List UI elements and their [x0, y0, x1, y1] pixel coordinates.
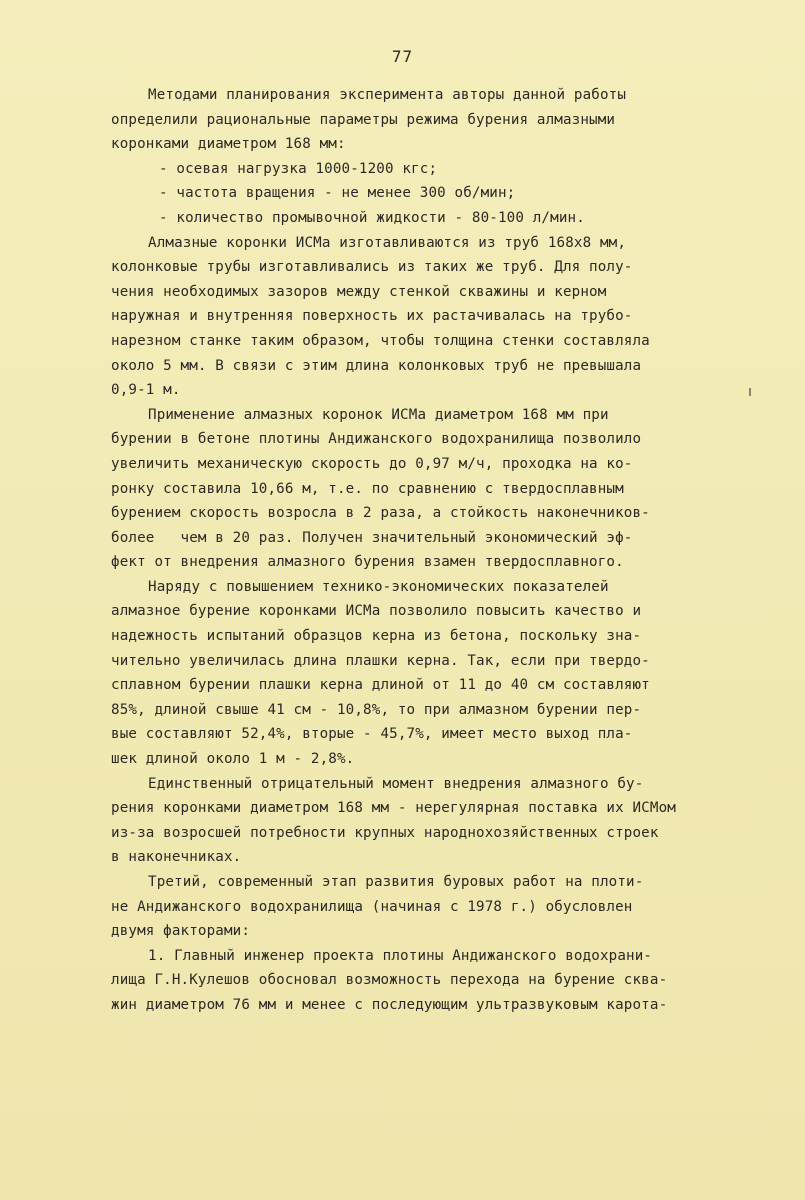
- text-line: шек длиной около 1 м - 2,8%.: [111, 751, 355, 768]
- text-line: колонковые трубы изготавливались из таких же труб. Для полу-: [111, 259, 633, 276]
- text-line: - частота вращения - не менее 300 об/мин;: [159, 185, 516, 202]
- text-line: в наконечниках.: [111, 849, 242, 866]
- text-line: 0,9-1 м.: [111, 382, 181, 399]
- text-line: наружная и внутренняя поверхность их растачивалась на трубо-: [111, 308, 633, 325]
- body-text: [111, 83, 761, 1018]
- text-line: бурением скорость возросла в 2 раза, а стойкость наконечников-: [111, 505, 650, 522]
- text-line: из-за возросшей потребности крупных народнохозяйственных строек: [111, 824, 659, 841]
- text-line: жин диаметром 76 мм и менее с последующим ультразвуковым карота-: [111, 996, 668, 1013]
- text-line: около 5 мм. В связи с этим длина колонковых труб не превышала: [111, 357, 642, 374]
- text-line: бурении в бетоне плотины Андижанского водохранилища позволило: [111, 431, 642, 448]
- text-line: коронками диаметром 168 мм:: [111, 136, 346, 153]
- page-number: 77: [391, 47, 414, 66]
- text-line: определили рациональные параметры режима бурения алмазными: [111, 111, 616, 128]
- text-line: Третий, современный этап развития буровых работ на плоти-: [148, 874, 644, 890]
- text-line: - количество промывочной жидкости - 80-100 л/мин.: [159, 209, 585, 226]
- text-line: более чем в 20 раз. Получен значительный экономический эф-: [111, 529, 633, 546]
- text-line: Единственный отрицательный момент внедрения алмазного бу-: [148, 775, 644, 792]
- text-line: не Андижанского водохранилища (начиная с 1978 г.) обусловлен: [111, 898, 633, 915]
- text-line: Применение алмазных коронок ИСМа диаметром 168 мм при: [148, 406, 609, 423]
- text-line: ронку составила 10,66 м, т.е. по сравнению с твердосплавным: [111, 480, 624, 497]
- text-line: чительно увеличилась длина плашки керна. Так, если при твердо-: [111, 652, 650, 669]
- text-line: алмазное бурение коронками ИСМа позволило повысить качество и: [111, 603, 642, 620]
- text-line: лища Г.Н.Кулешов обосновал возможность перехода на бурение сква-: [111, 972, 668, 989]
- text-line: 85%, длиной свыше 41 см - 10,8%, то при алмазном бурении пер-: [111, 701, 642, 718]
- text-line: вые составляют 52,4%, вторые - 45,7%, имеет место выход пла-: [111, 726, 633, 743]
- text-line: сплавном бурении плашки керна длиной от 11 до 40 см составляют: [111, 677, 650, 694]
- text-line: надежность испытаний образцов керна из бетона, поскольку зна-: [111, 628, 642, 645]
- text-line: чения необходимых зазоров между стенкой скважины и керном: [111, 283, 607, 300]
- margin-mark: [749, 388, 751, 396]
- text-line: Алмазные коронки ИСМа изготавливаются из труб 168х8 мм,: [148, 234, 627, 251]
- text-line: 1. Главный инженер проекта плотины Андижанского водохрани-: [148, 947, 653, 964]
- text-line: увеличить механическую скорость до 0,97 м/ч, проходка на ко-: [111, 455, 633, 472]
- text-line: нарезном станке таким образом, чтобы толщина стенки составляла: [111, 332, 650, 349]
- text-line: Методами планирования эксперимента авторы данной работы: [148, 87, 627, 103]
- text-line: фект от внедрения алмазного бурения взамен твердосплавного.: [111, 554, 624, 571]
- text-line: рения коронками диаметром 168 мм - нерегулярная поставка их ИСМом: [111, 800, 676, 817]
- text-line: Наряду с повышением технико-экономических показателей: [148, 578, 609, 595]
- text-line: двумя факторами:: [111, 923, 251, 940]
- text-line: - осевая нагрузка 1000-1200 кгс;: [159, 160, 438, 177]
